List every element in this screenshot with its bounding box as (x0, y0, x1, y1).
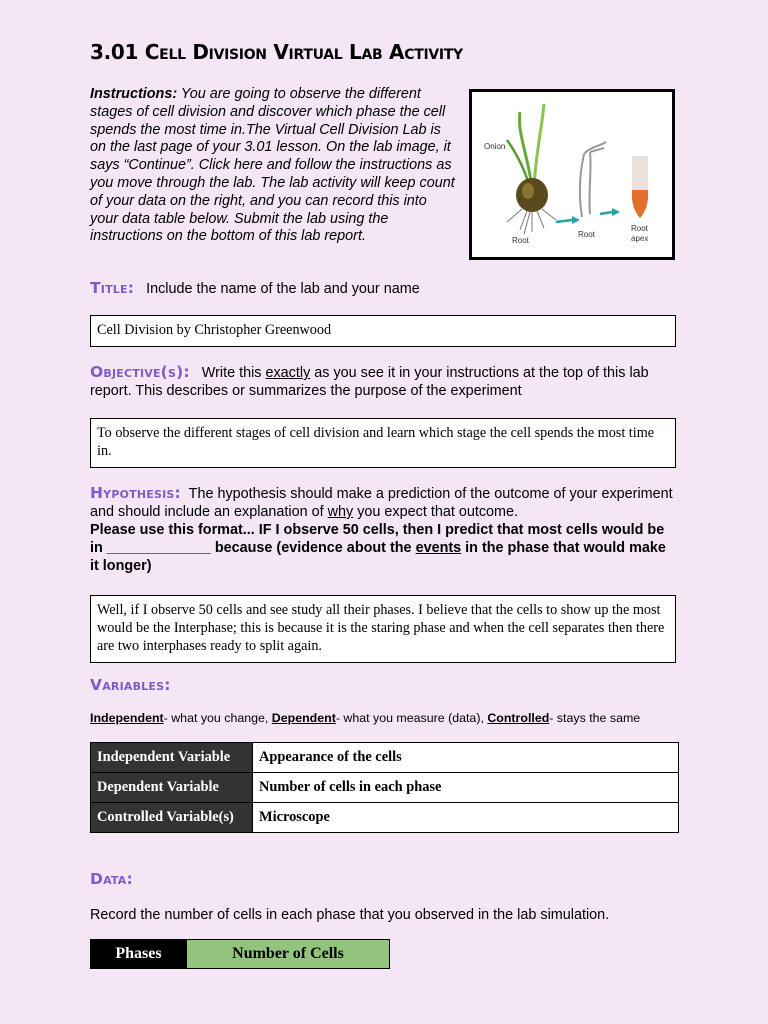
controlled-word: Controlled (487, 711, 550, 725)
phases-table-header (90, 939, 390, 969)
objective-prompt-1: Write this (201, 365, 266, 381)
objective-prompt-underlined: exactly (265, 365, 311, 381)
onion-root-illustration (472, 92, 672, 257)
document-title: 3.01 Cell Division Virtual Lab Activity (90, 40, 463, 64)
objective-answer-field[interactable]: To observe the different stages of cell division and learn which stage the cell spends the most time in. (90, 418, 676, 468)
independent-desc: - what you change, (163, 711, 272, 725)
hypothesis-format-1: Please use this format... IF I observe 50 cells, then I predict that most cells would be in _____________ because (evidence about the (90, 522, 665, 556)
controlled-desc: - stays the same (549, 711, 641, 725)
label-root-apex-line1: Root (631, 224, 648, 233)
table-row (91, 773, 679, 803)
title-heading: Title: (90, 279, 135, 297)
hypothesis-prompt-2: you expect that outcome. (353, 504, 519, 520)
title-answer-field[interactable]: Cell Division by Christopher Greenwood (90, 315, 676, 347)
variable-key-controlled: Controlled Variable(s) (91, 803, 253, 833)
hypothesis-format-2: in the phase that would make it longer) (90, 540, 666, 574)
variable-key-independent: Independent Variable (91, 743, 253, 773)
label-root-1: Root (512, 236, 529, 245)
instructions-text: You are going to observe the different stages of cell division and discover which phase the cell spends the most time in.The Virtual Cell Division Lab is on the last page of your 3.01 lesson. On the lab image, it says “Continue”. Click here and follow the instructions as you move through the lab. The lab activity will keep count of your data on the right, and you can record this into your data table below. Submit the lab using the instructions on the bottom of this lab report. (90, 86, 455, 245)
hypothesis-heading: Hypothesis: (90, 484, 181, 502)
hypothesis-format-underlined: events (415, 540, 462, 556)
data-heading-row (90, 870, 680, 889)
onion-root-figure (469, 89, 675, 260)
number-of-cells-column-header: Number of Cells (186, 940, 389, 968)
label-root-2: Root (578, 230, 595, 239)
objective-heading: Objective(s): (90, 363, 190, 381)
instructions-paragraph (90, 86, 455, 246)
objective-prompt-2: as you see it in your instructions at the top of this lab report. This describes or summarizes the purpose of the experiment (90, 365, 649, 399)
table-row (91, 743, 679, 773)
hypothesis-prompt-underlined: why (327, 504, 354, 520)
objective-section-prompt (90, 363, 675, 400)
dependent-desc: - what you measure (data), (335, 711, 488, 725)
hypothesis-prompt-1: The hypothesis should make a prediction of the outcome of your experiment and should include an explanation of (90, 486, 673, 520)
variables-table (90, 742, 679, 833)
data-prompt: Record the number of cells in each phase that you observed in the lab simulation. (90, 907, 610, 923)
hypothesis-section-prompt (90, 484, 675, 575)
label-onion: Onion (484, 142, 506, 151)
label-root-apex-line2: apex (631, 234, 649, 243)
variables-definitions (90, 711, 640, 725)
title-section-prompt (90, 279, 680, 298)
table-row (91, 803, 679, 833)
title-prompt: Include the name of the lab and your name (146, 281, 420, 297)
variables-heading-row (90, 676, 680, 695)
variable-value-controlled[interactable]: Microscope (253, 803, 679, 833)
variable-value-dependent[interactable]: Number of cells in each phase (253, 773, 679, 803)
hypothesis-answer-field[interactable]: Well, if I observe 50 cells and see study all their phases. I believe that the cells to show up the most would be the Interphase; this is because it is the staring phase and when the cell separates then there are two interphases ready to split again. (90, 595, 676, 663)
variable-value-independent[interactable]: Appearance of the cells (253, 743, 679, 773)
variables-heading: Variables: (90, 676, 171, 694)
phases-column-header: Phases (91, 940, 186, 968)
independent-word: Independent (90, 711, 164, 725)
data-heading: Data: (90, 870, 133, 888)
variable-key-dependent: Dependent Variable (91, 773, 253, 803)
instructions-label: Instructions: (90, 86, 178, 102)
dependent-word: Dependent (271, 711, 336, 725)
